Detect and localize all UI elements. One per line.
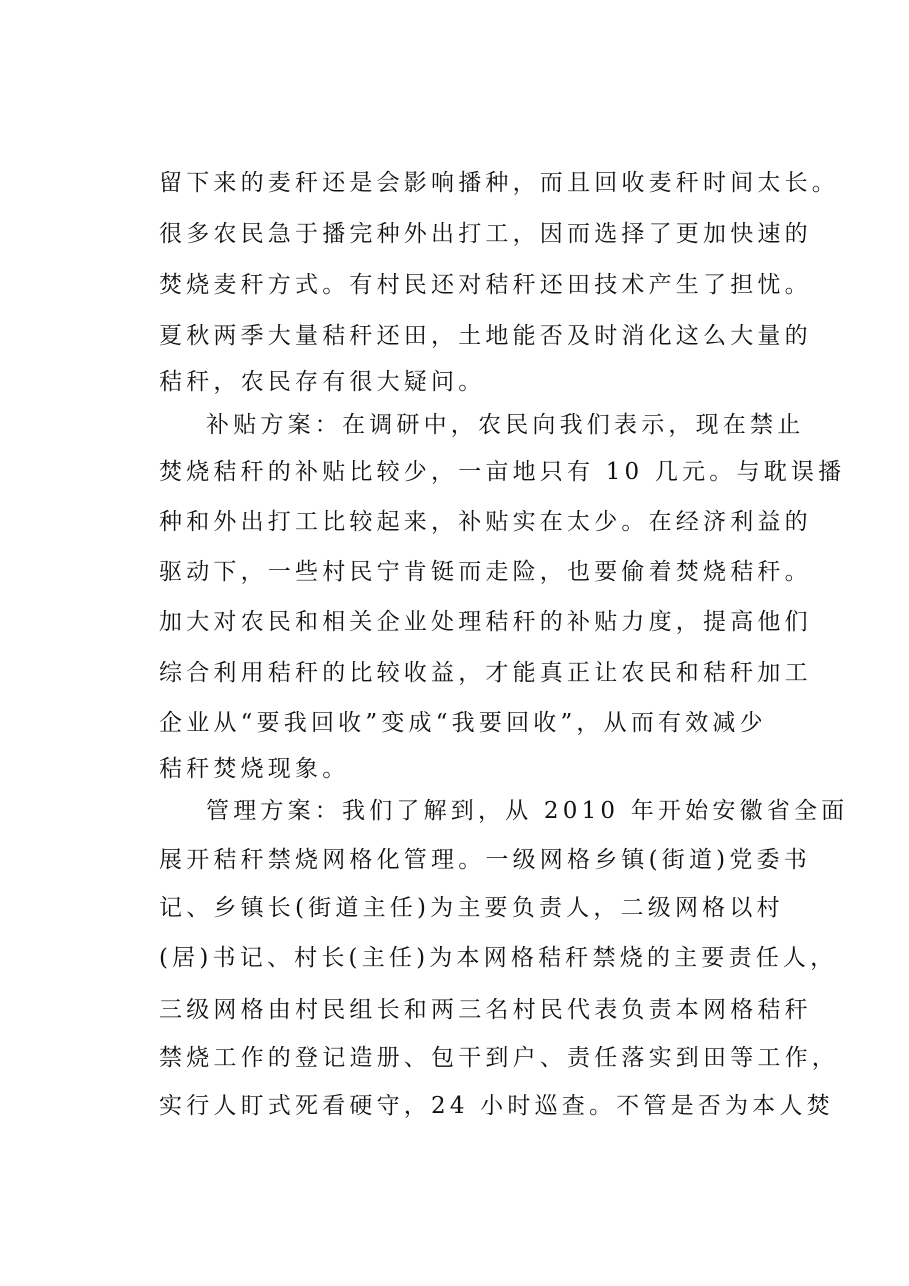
- text-line: 禁烧工作的登记造册、包干到户、责任落实到田等工作，: [159, 1045, 839, 1071]
- text-line: 记、乡镇长(街道主任)为主要负责人，二级网格以村: [159, 895, 784, 921]
- text-line: 综合利用秸秆的比较收益，才能真正让农民和秸秆加工: [159, 660, 812, 686]
- paragraph-first-line: 管理方案：我们了解到，从 2010 年开始安徽省全面: [206, 798, 849, 824]
- text-line: 夏秋两季大量秸秆还田，土地能否及时消化这么大量的: [159, 323, 812, 349]
- text-line: 秸秆，农民存有很大疑问。: [159, 369, 486, 395]
- text-line: 留下来的麦秆还是会影响播种，而且回收麦秆时间太长。: [159, 170, 839, 196]
- text-line: 加大对农民和相关企业处理秸秆的补贴力度，提高他们: [159, 609, 812, 635]
- text-line: 秸秆焚烧现象。: [159, 756, 350, 782]
- text-line: 三级网格由村民组长和两三名村民代表负责本网格秸秆: [159, 997, 812, 1023]
- text-line: 焚烧秸秆的补贴比较少，一亩地只有 10 几元。与耽误播: [159, 459, 846, 485]
- paragraph-first-line: 补贴方案：在调研中，农民向我们表示，现在禁止: [206, 412, 805, 438]
- text-line: 很多农民急于播完种外出打工，因而选择了更加快速的: [159, 221, 812, 247]
- text-line: 种和外出打工比较起来，补贴实在太少。在经济利益的: [159, 509, 812, 535]
- text-line: 展开秸秆禁烧网格化管理。一级网格乡镇(街道)党委书: [159, 847, 811, 873]
- text-line: 企业从“要我回收”变成“我要回收”，从而有效减少: [159, 710, 767, 736]
- text-line: 驱动下，一些村民宁肯铤而走险，也要偷着焚烧秸秆。: [159, 559, 812, 585]
- text-line: (居)书记、村长(主任)为本网格秸秆禁烧的主要责任人，: [159, 945, 838, 971]
- text-line: 实行人盯式死看硬守，24 小时巡查。不管是否为本人焚: [159, 1093, 834, 1119]
- text-line: 焚烧麦秆方式。有村民还对秸秆还田技术产生了担忧。: [159, 272, 812, 298]
